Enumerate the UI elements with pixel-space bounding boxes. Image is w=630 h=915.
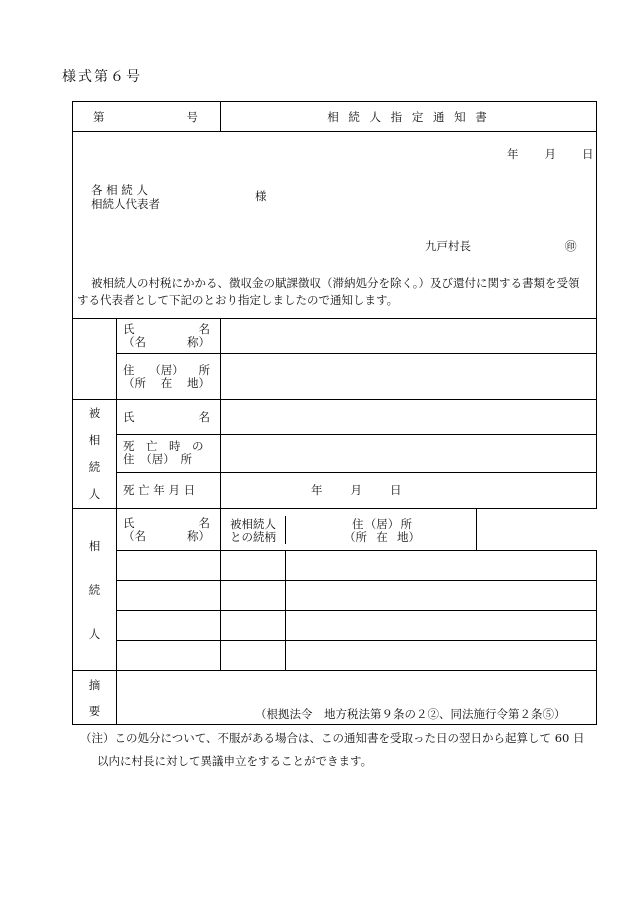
heir-rel-addr-2[interactable] — [221, 581, 597, 611]
deceased-address-row — [73, 435, 597, 472]
go-label: 号 — [186, 109, 198, 124]
heirs-header-row — [73, 509, 597, 551]
form-number: 様式第６号 — [62, 69, 142, 85]
header-row — [73, 102, 597, 132]
deceased-vertical-label: 被 相 続 人 — [73, 400, 117, 509]
rep-address-row — [73, 354, 597, 400]
heir-rel-addr-1[interactable] — [221, 551, 597, 581]
notice-row — [73, 132, 597, 319]
rep-address-value[interactable] — [221, 354, 597, 400]
notice-body-line2: する代表者として下記のとおり指定しましたので通知します。 — [77, 293, 399, 307]
rep-name-row — [73, 319, 597, 354]
heir-row-2 — [73, 581, 597, 611]
legal-basis: （根拠法令 地方税法第９条の２②、同法施行令第２条⑤） — [255, 707, 566, 721]
sama-honorific: 様 — [255, 189, 267, 203]
dai-label: 第 — [93, 109, 105, 124]
rep-address-label: 住 （居） 所 （所 在 地） — [117, 354, 221, 400]
deceased-address-value[interactable] — [221, 435, 597, 472]
note-line-1: （注）この処分について、不服がある場合は、この通知書を受取った日の翌日から起算して 60 日 — [80, 731, 585, 745]
remarks-vertical-label: 摘 要 — [73, 671, 117, 725]
heirs-col-address: 住 （居） 所 （所 在 地） — [344, 516, 420, 544]
rep-name-value[interactable] — [221, 319, 597, 354]
death-date-label: 死 亡 年 月 日 — [117, 472, 221, 508]
deceased-name-label: 氏 名 — [117, 400, 221, 435]
heir-rel-addr-4[interactable] — [221, 641, 597, 671]
heir-name-1[interactable] — [117, 551, 221, 581]
heir-name-2[interactable] — [117, 581, 221, 611]
heirs-vertical-label: 相 続 人 — [73, 509, 117, 671]
deceased-address-label: 死 亡 時 の 住 （居） 所 — [117, 435, 221, 472]
deceased-name-value[interactable] — [221, 400, 597, 435]
addressee-representative: 相続人代表者 — [91, 197, 160, 211]
death-date-value[interactable]: 年 月 日 — [221, 472, 597, 508]
heir-name-4[interactable] — [117, 641, 221, 671]
heir-name-3[interactable] — [117, 611, 221, 641]
heir-row-3 — [73, 611, 597, 641]
notice-cell — [73, 132, 597, 319]
rep-blank-cell — [73, 319, 117, 400]
issue-date: 年 月 日 — [507, 147, 594, 161]
deceased-date-row — [73, 472, 597, 508]
heir-row-4 — [73, 641, 597, 671]
heirs-col-name: 氏 名 （名 称） — [117, 509, 221, 551]
addressee-heirs: 各 相 続 人 — [91, 183, 148, 197]
heir-row-1 — [73, 551, 597, 581]
document-title: 相 続 人 指 定 通 知 書 — [221, 102, 597, 132]
heirs-col-relationship: 被相続人 との続柄 住 （居） 所 （所 在 地） — [221, 509, 477, 551]
sender-name: 九戸村長 — [425, 239, 471, 253]
deceased-name-row — [73, 400, 597, 435]
notice-form-table — [72, 101, 597, 725]
notice-body-line1: 被相続人の村税にかかる、徴収金の賦課徴収（滞納処分を除く。）及び還付に関する書類を受領 — [91, 276, 580, 290]
note-line-2: 以内に村長に対して異議申立をすることができます。 — [97, 754, 373, 768]
heir-rel-addr-3[interactable] — [221, 611, 597, 641]
document-number-cell — [73, 102, 221, 132]
seal-mark: ㊞ — [565, 239, 577, 253]
rep-name-label: 氏 名 （名 称） — [117, 319, 221, 354]
